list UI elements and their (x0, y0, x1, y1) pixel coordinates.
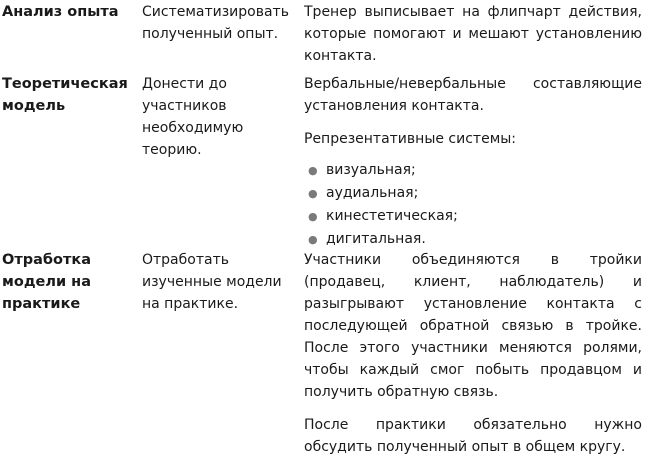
content-cell (292, 73, 650, 251)
stage-cell: Анализ опыта (2, 4, 119, 20)
bullet-icon: ● (308, 187, 318, 200)
content-paragraph: Репрезентативные системы: (304, 131, 517, 147)
representational-systems-list (304, 159, 642, 251)
content-cell (292, 249, 650, 458)
goal-cell: Систематизировать полученный опыт. (142, 4, 289, 42)
list-item (308, 159, 642, 182)
list-item (308, 205, 642, 228)
list-item-label: дигитальная. (326, 231, 426, 247)
list-item (308, 228, 642, 251)
bullet-icon: ● (308, 164, 318, 177)
content-paragraph: Участники объединяются в тройки (продавец, клиент, наблюдатель) и разыгрывают установление контакта с последующей обратной связью в тройке. После этого участники меняются ролями, чтобы каждый смог побыть продавцом и получить обратную связь. (304, 252, 642, 400)
content-paragraph: Вербальные/невербальные составляющие установления контакта. (304, 76, 642, 114)
list-item (308, 182, 642, 205)
content-paragraph: Тренер выписывает на флипчарт действия, которые помогают и мешают установлению контакта. (304, 4, 642, 64)
list-item-label: визуальная; (326, 162, 416, 178)
table-row (0, 0, 650, 73)
list-item-label: кинестетическая; (326, 208, 458, 224)
bullet-icon: ● (308, 210, 318, 223)
goal-cell: Донести до участников необходимую теорию. (142, 76, 244, 158)
table-row (0, 247, 650, 458)
stage-cell: Отработка модели на практике (2, 252, 92, 312)
content-paragraph: После практики обязательно нужно обсудить полученный опыт в общем кругу. (304, 417, 642, 455)
content-cell (292, 1, 650, 67)
stage-cell: Теоретическая модель (2, 76, 128, 114)
list-item-label: аудиальная; (326, 185, 419, 201)
goal-cell: Отработать изученные модели на практике. (142, 252, 282, 312)
table-row (0, 73, 650, 247)
bullet-icon: ● (308, 233, 318, 246)
